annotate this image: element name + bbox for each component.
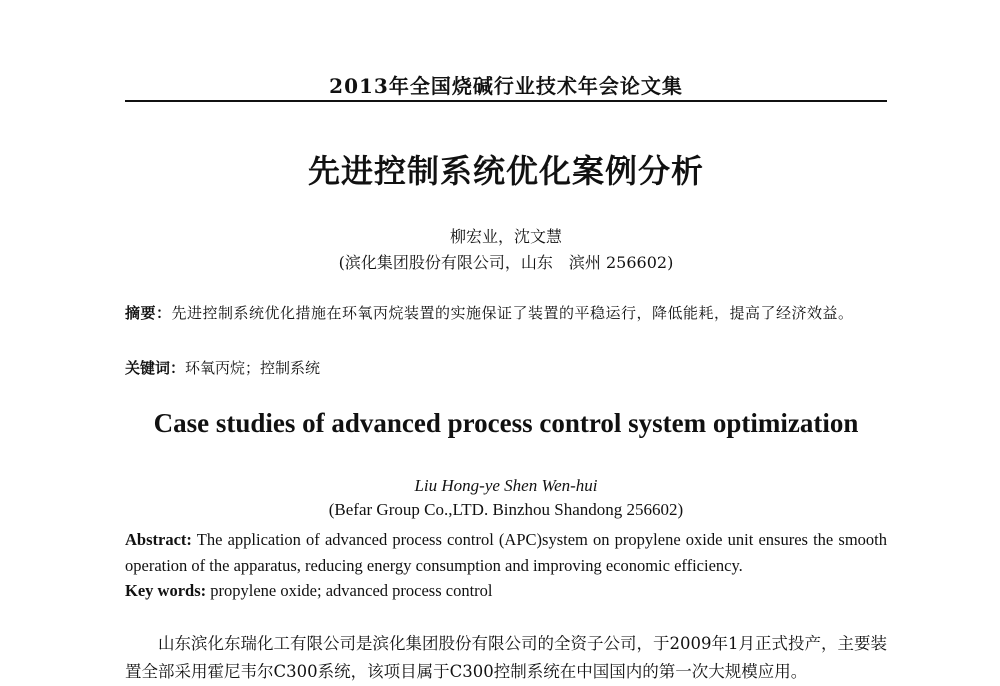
affiliation-english: (Befar Group Co.,LTD. Binzhou Shandong 256602): [328, 500, 684, 519]
abstract-english: [125, 527, 887, 579]
keywords-chinese-label: 关键词：: [125, 359, 186, 377]
abstract-english-text: The application of advanced process control (APC)system on propylene oxide unit ensures the smooth operation of the apparatus, reducing energy consumption and improving economic efficiency.: [125, 530, 887, 575]
title-chinese: 先进控制系统优化案例分析: [307, 152, 704, 190]
keywords-chinese-text: 环氧丙烷；控制系统: [185, 359, 321, 377]
running-header: 2013年全国烧碱行业技术年会论文集: [329, 74, 683, 98]
authors-chinese: 柳宏业，沈文慧: [449, 227, 562, 246]
header-rule: [125, 100, 887, 102]
title-english: Case studies of advanced process control system optimization: [153, 408, 859, 438]
abstract-chinese-label: 摘要：: [125, 304, 172, 322]
body-paragraph: 山东滨化东瑞化工有限公司是滨化集团股份有限公司的全资子公司，于2009年1月正式投产，主要装置全部采用霍尼韦尔C300系统，该项目属于C300控制系统在中国国内的第一次大规模应用。: [125, 634, 887, 681]
abstract-chinese: [125, 300, 887, 327]
abstract-chinese-text: 先进控制系统优化措施在环氧丙烷装置的实施保证了装置的平稳运行，降低能耗，提高了经济效益。: [171, 304, 854, 322]
affiliation-chinese: (滨化集团股份有限公司，山东 滨州 256602): [338, 253, 674, 272]
keywords-english-text: propylene oxide; advanced process control: [206, 581, 493, 600]
authors-english: Liu Hong-ye Shen Wen-hui: [414, 476, 598, 495]
keywords-chinese: [125, 356, 887, 380]
keywords-english-label: Key words:: [125, 581, 207, 600]
keywords-english: [125, 581, 887, 601]
abstract-english-label: Abstract:: [125, 530, 192, 549]
